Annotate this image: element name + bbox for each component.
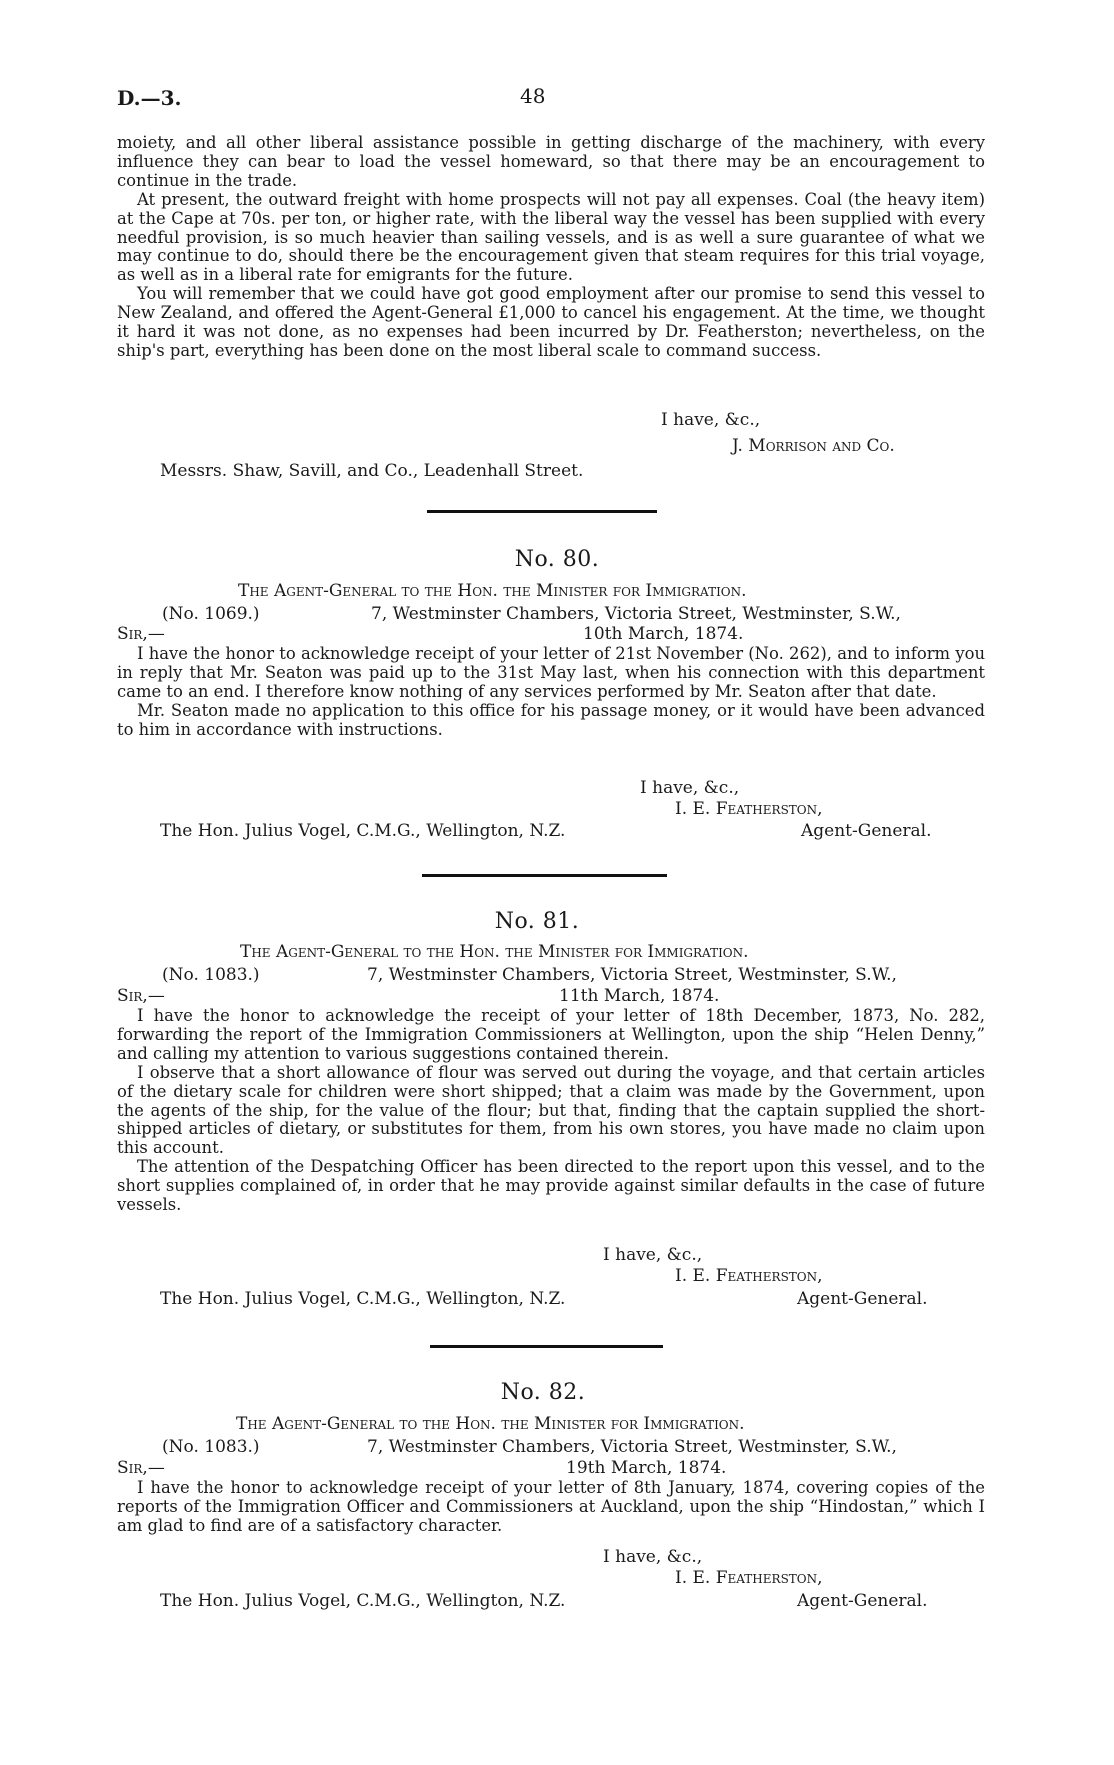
letter-ref: (No. 1083.) <box>162 965 260 985</box>
letter-number: No. 80. <box>514 547 600 572</box>
salutation: Sir,— <box>117 1458 165 1478</box>
letter-date: 11th March, 1874. <box>559 986 720 1006</box>
addressee: The Hon. Julius Vogel, C.M.G., Wellington, N.Z. <box>160 1289 566 1309</box>
paragraph: I observe that a short allowance of flour was served out during the voyage, and that certain articles of the dietary scale for children were short shipped; that a claim was made by the Government, upon the agents of the ship, for the value of the flour; but that, finding that the captain supplied the short-shipped articles of dietary, or substitutes for them, from his own stores, you have made no claim upon this account. <box>117 1062 985 1158</box>
letter-address: 7, Westminster Chambers, Victoria Street, Westminster, S.W., <box>371 604 901 624</box>
paragraph: You will remember that we could have got good employment after our promise to send this vessel to New Zealand, and offered the Agent-General £1,000 to cancel his engagement. At the time, we thought it hard it was not done, as no expenses had been incurred by Dr. Featherston; nevertheless, on the ship's part, everything has been done on the most liberal scale to command success. <box>117 284 985 360</box>
closing: I have, &c., <box>603 1245 703 1265</box>
paragraph: moiety, and all other liberal assistance possible in getting discharge of the machinery, with every influence they can bear to load the vessel homeward, so that there may be an encouragement to continue in the trade. <box>117 133 985 190</box>
section-divider <box>427 510 657 513</box>
signatory-title: Agent-General. <box>797 1591 928 1611</box>
paragraph: I have the honor to acknowledge receipt of your letter of 8th January, 1874, covering copies of the reports of the Immigration Officer and Commissioners at Auckland, upon the ship “Hindostan,” which I am glad to find are of a satisfactory character. <box>117 1478 985 1535</box>
letter-ref: (No. 1069.) <box>162 604 260 624</box>
letter-body <box>117 1007 985 1215</box>
section-divider <box>422 874 667 877</box>
letter-address: 7, Westminster Chambers, Victoria Street, Westminster, S.W., <box>367 965 897 985</box>
salutation: Sir,— <box>117 624 165 644</box>
addressee: The Hon. Julius Vogel, C.M.G., Wellington, N.Z. <box>160 1591 566 1611</box>
signature: I. E. Featherston, <box>675 1266 823 1286</box>
signature: J. Morrison and Co. <box>732 436 895 456</box>
letter-body <box>117 645 985 740</box>
letter-heading: The Agent-General to the Hon. the Minister for Immigration. <box>236 1414 745 1434</box>
letter-heading: The Agent-General to the Hon. the Minister for Immigration. <box>238 581 747 601</box>
letter-date: 10th March, 1874. <box>583 624 744 644</box>
paragraph: The attention of the Despatching Officer has been directed to the report upon this vessel, and to the short supplies complained of, in order that he may provide against similar defaults in the case of future vessels. <box>117 1157 985 1215</box>
signatory-title: Agent-General. <box>797 1289 928 1309</box>
paragraph: I have the honor to acknowledge the receipt of your letter of 18th December, 1873, No. 282, forwarding the report of the Immigration Commissioners at Wellington, upon the ship “Helen Denny,” and calling my attention to various suggestions contained therein. <box>117 1006 985 1063</box>
closing: I have, &c., <box>640 778 740 798</box>
closing: I have, &c., <box>661 410 761 430</box>
paragraph: I have the honor to acknowledge receipt of your letter of 21st November (No. 262), and to inform you in reply that Mr. Seaton was paid up to the 31st May last, when his connection with this department came to an end. I therefore know nothing of any services performed by Mr. Seaton after that date. <box>117 644 985 701</box>
addressee: Messrs. Shaw, Savill, and Co., Leadenhall Street. <box>160 461 584 481</box>
salutation: Sir,— <box>117 986 165 1006</box>
paragraph: At present, the outward freight with home prospects will not pay all expenses. Coal (the heavy item) at the Cape at 70s. per ton, or higher rate, with the liberal way the vessel has been supplied with every needful provision, is so much heavier than sailing vessels, and is as well a sure guarantee of what we may continue to do, should there be the encouragement given that steam requires for this trial voyage, as well as in a liberal rate for emigrants for the future. <box>117 189 985 285</box>
paragraph: Mr. Seaton made no application to this office for his passage money, or it would have been advanced to him in accordance with instructions. <box>117 700 985 739</box>
morrison-letter-body <box>117 134 985 361</box>
closing: I have, &c., <box>603 1547 703 1567</box>
signature: I. E. Featherston, <box>675 799 823 819</box>
letter-number: No. 82. <box>500 1380 586 1405</box>
letter-ref: (No. 1083.) <box>162 1437 260 1457</box>
document-code: D.—3. <box>117 86 182 110</box>
letter-heading: The Agent-General to the Hon. the Minister for Immigration. <box>240 942 749 962</box>
letter-address: 7, Westminster Chambers, Victoria Street, Westminster, S.W., <box>367 1437 897 1457</box>
letter-date: 19th March, 1874. <box>566 1458 727 1478</box>
page-number: 48 <box>520 84 546 108</box>
letter-body <box>117 1479 985 1536</box>
letter-number: No. 81. <box>494 909 580 934</box>
section-divider <box>430 1345 663 1348</box>
signatory-title: Agent-General. <box>801 821 932 841</box>
signature: I. E. Featherston, <box>675 1568 823 1588</box>
addressee: The Hon. Julius Vogel, C.M.G., Wellington, N.Z. <box>160 821 566 841</box>
